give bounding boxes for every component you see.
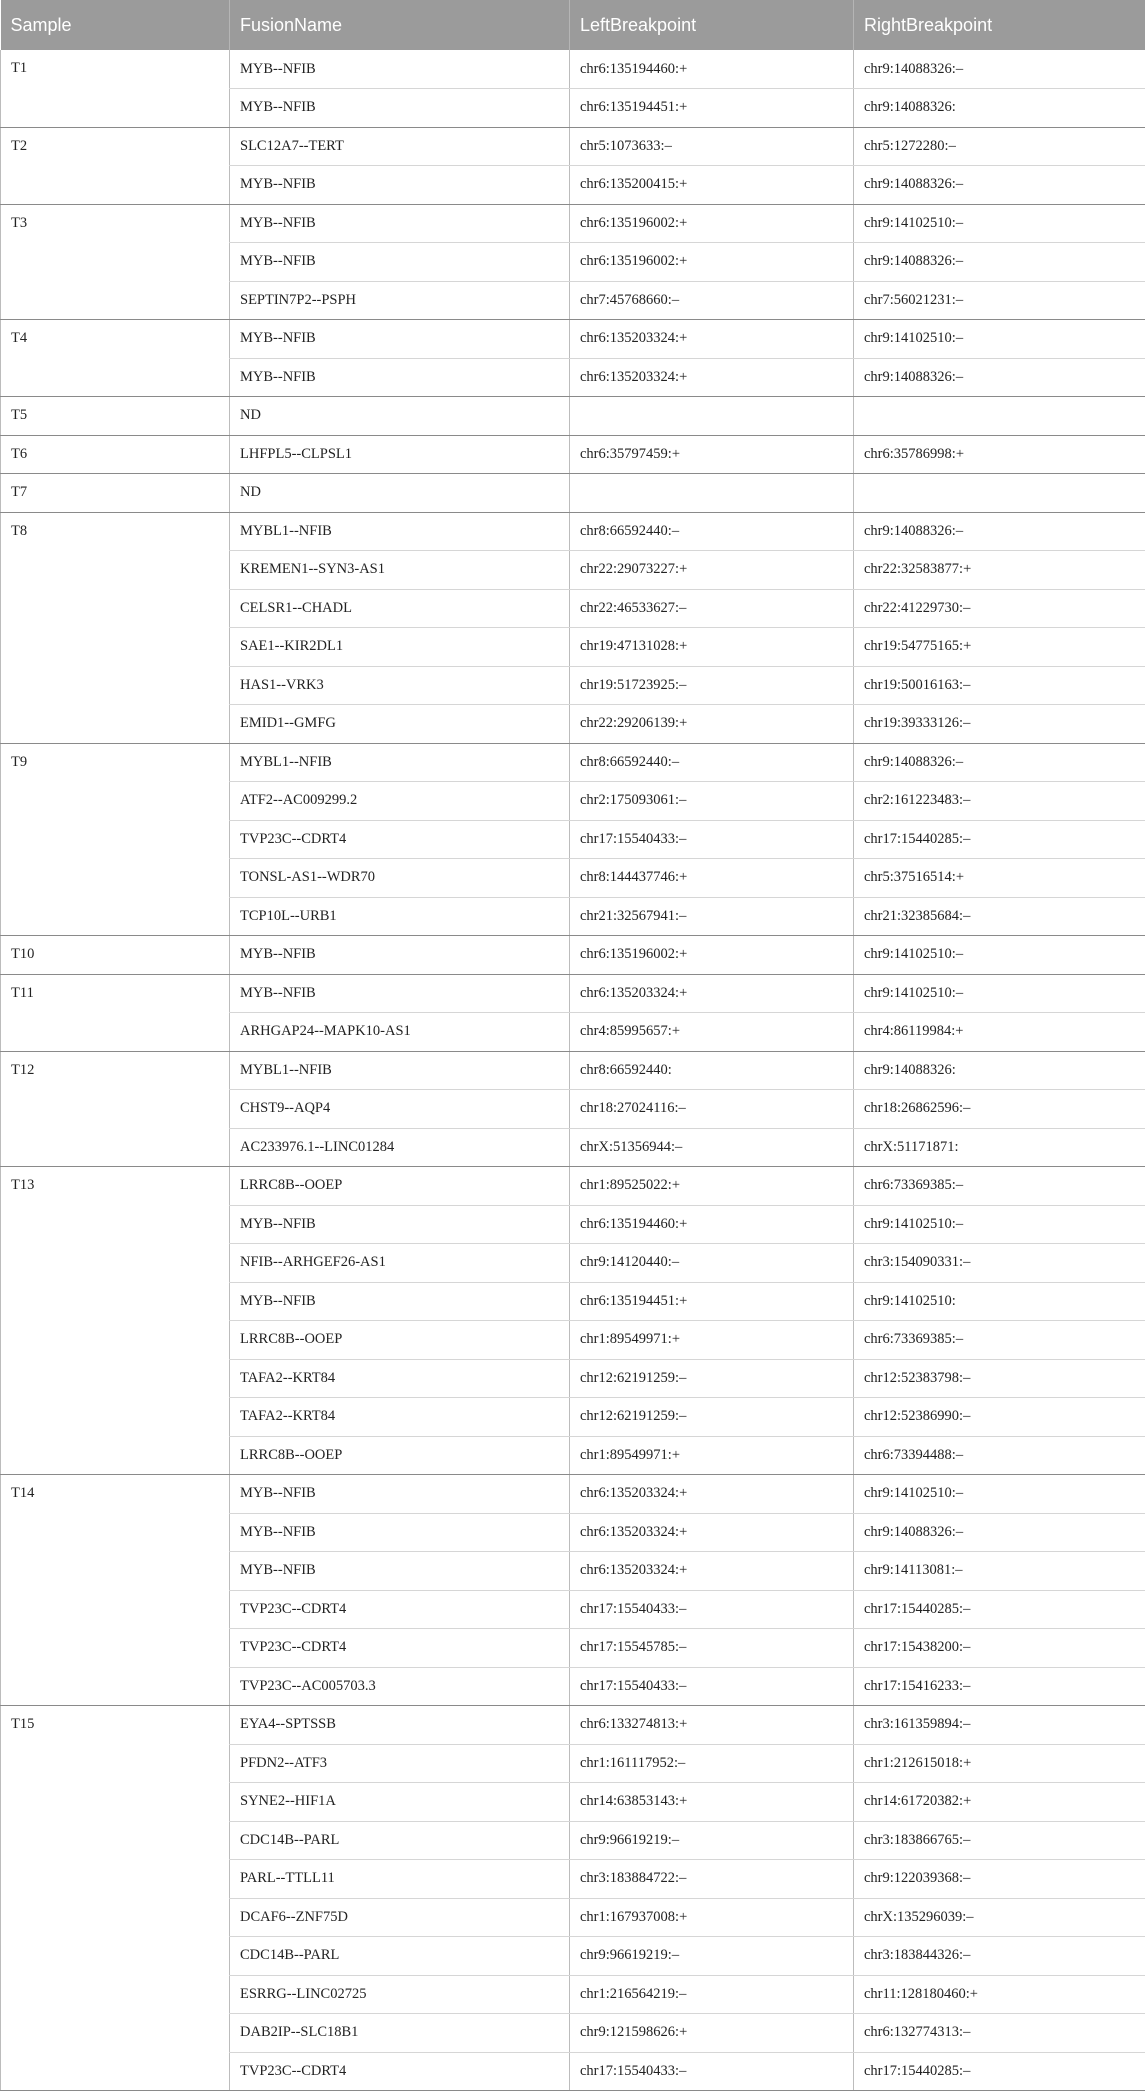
- left-breakpoint-cell: chr1:161117952:–: [570, 1744, 854, 1783]
- table-row: [1, 1475, 1145, 1514]
- left-breakpoint-cell: chr6:135200415:+: [570, 166, 854, 205]
- left-breakpoint-cell: chr8:66592440:–: [570, 743, 854, 782]
- table-header: [1, 0, 1145, 50]
- right-breakpoint-cell: chr22:32583877:+: [854, 551, 1145, 590]
- right-breakpoint-cell: chr3:161359894:–: [854, 1706, 1145, 1745]
- left-breakpoint-cell: chr6:135203324:+: [570, 1513, 854, 1552]
- table-row: [1, 1051, 1145, 1090]
- fusion-name-cell: ND: [230, 397, 570, 436]
- fusion-name-cell: MYBL1--NFIB: [230, 743, 570, 782]
- column-header-fusion-name: FusionName: [230, 0, 570, 50]
- right-breakpoint-cell: chr6:73394488:–: [854, 1436, 1145, 1475]
- left-breakpoint-cell: chr6:135194460:+: [570, 1205, 854, 1244]
- left-breakpoint-cell: chr5:1073633:–: [570, 127, 854, 166]
- right-breakpoint-cell: chr9:14102510:–: [854, 936, 1145, 975]
- right-breakpoint-cell: chr1:212615018:+: [854, 1744, 1145, 1783]
- table-row: [1, 743, 1145, 782]
- right-breakpoint-cell: chr9:14102510:–: [854, 204, 1145, 243]
- fusion-name-cell: PARL--TTLL11: [230, 1860, 570, 1899]
- left-breakpoint-cell: chr2:175093061:–: [570, 782, 854, 821]
- left-breakpoint-cell: chr1:216564219:–: [570, 1975, 854, 2014]
- fusion-name-cell: NFIB--ARHGEF26-AS1: [230, 1244, 570, 1283]
- right-breakpoint-cell: chr9:14088326:–: [854, 50, 1145, 89]
- right-breakpoint-cell: chr12:52383798:–: [854, 1359, 1145, 1398]
- table-row: [1, 397, 1145, 436]
- right-breakpoint-cell: chr17:15440285:–: [854, 820, 1145, 859]
- fusion-name-cell: MYB--NFIB: [230, 50, 570, 89]
- right-breakpoint-cell: chr17:15438200:–: [854, 1629, 1145, 1668]
- fusion-name-cell: TVP23C--AC005703.3: [230, 1667, 570, 1706]
- fusion-name-cell: EYA4--SPTSSB: [230, 1706, 570, 1745]
- left-breakpoint-cell: chrX:51356944:–: [570, 1128, 854, 1167]
- left-breakpoint-cell: [570, 474, 854, 513]
- fusion-name-cell: TAFA2--KRT84: [230, 1398, 570, 1437]
- table-row: [1, 474, 1145, 513]
- fusion-name-cell: TCP10L--URB1: [230, 897, 570, 936]
- right-breakpoint-cell: chr9:14088326:–: [854, 358, 1145, 397]
- left-breakpoint-cell: chr3:183884722:–: [570, 1860, 854, 1899]
- right-breakpoint-cell: chr6:132774313:–: [854, 2014, 1145, 2053]
- right-breakpoint-cell: chr12:52386990:–: [854, 1398, 1145, 1437]
- right-breakpoint-cell: chr22:41229730:–: [854, 589, 1145, 628]
- sample-cell: T13: [1, 1167, 230, 1475]
- fusion-name-cell: ESRRG--LINC02725: [230, 1975, 570, 2014]
- right-breakpoint-cell: chr9:14102510:–: [854, 320, 1145, 359]
- fusion-name-cell: MYB--NFIB: [230, 166, 570, 205]
- left-breakpoint-cell: chr6:135203324:+: [570, 358, 854, 397]
- left-breakpoint-cell: chr6:135203324:+: [570, 974, 854, 1013]
- right-breakpoint-cell: chr17:15440285:–: [854, 1590, 1145, 1629]
- left-breakpoint-cell: chr9:14120440:–: [570, 1244, 854, 1283]
- table-row: [1, 936, 1145, 975]
- column-header-right-breakpoint: RightBreakpoint: [854, 0, 1145, 50]
- sample-cell: T3: [1, 204, 230, 320]
- right-breakpoint-cell: [854, 474, 1145, 513]
- right-breakpoint-cell: chr9:122039368:–: [854, 1860, 1145, 1899]
- sample-cell: T15: [1, 1706, 230, 2091]
- fusion-name-cell: LRRC8B--OOEP: [230, 1321, 570, 1360]
- sample-cell: T8: [1, 512, 230, 743]
- right-breakpoint-cell: chr2:161223483:–: [854, 782, 1145, 821]
- right-breakpoint-cell: chr4:86119984:+: [854, 1013, 1145, 1052]
- right-breakpoint-cell: chr19:39333126:–: [854, 705, 1145, 744]
- fusion-name-cell: TONSL-AS1--WDR70: [230, 859, 570, 898]
- left-breakpoint-cell: chr1:89525022:+: [570, 1167, 854, 1206]
- table-row: [1, 974, 1145, 1013]
- left-breakpoint-cell: chr1:167937008:+: [570, 1898, 854, 1937]
- fusion-name-cell: SEPTIN7P2--PSPH: [230, 281, 570, 320]
- left-breakpoint-cell: chr18:27024116:–: [570, 1090, 854, 1129]
- sample-cell: T11: [1, 974, 230, 1051]
- left-breakpoint-cell: chr17:15540433:–: [570, 2052, 854, 2091]
- fusion-name-cell: MYB--NFIB: [230, 243, 570, 282]
- right-breakpoint-cell: chr21:32385684:–: [854, 897, 1145, 936]
- fusion-name-cell: PFDN2--ATF3: [230, 1744, 570, 1783]
- left-breakpoint-cell: chr22:46533627:–: [570, 589, 854, 628]
- column-header-left-breakpoint: LeftBreakpoint: [570, 0, 854, 50]
- left-breakpoint-cell: chr4:85995657:+: [570, 1013, 854, 1052]
- fusion-name-cell: AC233976.1--LINC01284: [230, 1128, 570, 1167]
- table-row: [1, 435, 1145, 474]
- fusion-name-cell: EMID1--GMFG: [230, 705, 570, 744]
- fusion-name-cell: SYNE2--HIF1A: [230, 1783, 570, 1822]
- left-breakpoint-cell: chr9:96619219:–: [570, 1821, 854, 1860]
- right-breakpoint-cell: chr3:154090331:–: [854, 1244, 1145, 1283]
- fusion-name-cell: MYBL1--NFIB: [230, 1051, 570, 1090]
- right-breakpoint-cell: chrX:51171871:: [854, 1128, 1145, 1167]
- column-header-sample: Sample: [1, 0, 230, 50]
- sample-cell: T14: [1, 1475, 230, 1706]
- fusion-name-cell: KREMEN1--SYN3-AS1: [230, 551, 570, 590]
- right-breakpoint-cell: chr6:73369385:–: [854, 1167, 1145, 1206]
- right-breakpoint-cell: chr5:1272280:–: [854, 127, 1145, 166]
- sample-cell: T12: [1, 1051, 230, 1167]
- right-breakpoint-cell: chr3:183866765:–: [854, 1821, 1145, 1860]
- fusion-name-cell: TVP23C--CDRT4: [230, 1590, 570, 1629]
- right-breakpoint-cell: chr5:37516514:+: [854, 859, 1145, 898]
- right-breakpoint-cell: chr18:26862596:–: [854, 1090, 1145, 1129]
- left-breakpoint-cell: chr17:15545785:–: [570, 1629, 854, 1668]
- table-row: [1, 50, 1145, 89]
- left-breakpoint-cell: chr8:144437746:+: [570, 859, 854, 898]
- fusion-name-cell: MYB--NFIB: [230, 204, 570, 243]
- fusion-name-cell: MYB--NFIB: [230, 89, 570, 128]
- fusion-name-cell: TVP23C--CDRT4: [230, 2052, 570, 2091]
- left-breakpoint-cell: [570, 397, 854, 436]
- sample-cell: T7: [1, 474, 230, 513]
- right-breakpoint-cell: chr11:128180460:+: [854, 1975, 1145, 2014]
- left-breakpoint-cell: chr6:135196002:+: [570, 936, 854, 975]
- fusion-name-cell: CDC14B--PARL: [230, 1937, 570, 1976]
- fusion-name-cell: MYB--NFIB: [230, 1475, 570, 1514]
- right-breakpoint-cell: chr19:54775165:+: [854, 628, 1145, 667]
- fusion-name-cell: TVP23C--CDRT4: [230, 1629, 570, 1668]
- left-breakpoint-cell: chr17:15540433:–: [570, 1590, 854, 1629]
- fusion-name-cell: MYB--NFIB: [230, 320, 570, 359]
- sample-cell: T2: [1, 127, 230, 204]
- left-breakpoint-cell: chr6:135203324:+: [570, 320, 854, 359]
- right-breakpoint-cell: chr17:15440285:–: [854, 2052, 1145, 2091]
- left-breakpoint-cell: chr14:63853143:+: [570, 1783, 854, 1822]
- right-breakpoint-cell: chr9:14088326:–: [854, 743, 1145, 782]
- fusion-name-cell: SAE1--KIR2DL1: [230, 628, 570, 667]
- fusion-name-cell: DAB2IP--SLC18B1: [230, 2014, 570, 2053]
- right-breakpoint-cell: chr9:14113081:–: [854, 1552, 1145, 1591]
- right-breakpoint-cell: chr7:56021231:–: [854, 281, 1145, 320]
- right-breakpoint-cell: chr9:14088326:–: [854, 243, 1145, 282]
- left-breakpoint-cell: chr1:89549971:+: [570, 1436, 854, 1475]
- left-breakpoint-cell: chr1:89549971:+: [570, 1321, 854, 1360]
- left-breakpoint-cell: chr6:35797459:+: [570, 435, 854, 474]
- left-breakpoint-cell: chr7:45768660:–: [570, 281, 854, 320]
- right-breakpoint-cell: chr14:61720382:+: [854, 1783, 1145, 1822]
- fusion-name-cell: LRRC8B--OOEP: [230, 1436, 570, 1475]
- left-breakpoint-cell: chr19:47131028:+: [570, 628, 854, 667]
- fusion-name-cell: MYB--NFIB: [230, 1552, 570, 1591]
- left-breakpoint-cell: chr22:29206139:+: [570, 705, 854, 744]
- left-breakpoint-cell: chr21:32567941:–: [570, 897, 854, 936]
- right-breakpoint-cell: chr9:14102510:: [854, 1282, 1145, 1321]
- fusion-name-cell: MYB--NFIB: [230, 974, 570, 1013]
- right-breakpoint-cell: chr9:14088326:–: [854, 512, 1145, 551]
- right-breakpoint-cell: chr6:73369385:–: [854, 1321, 1145, 1360]
- fusion-name-cell: MYB--NFIB: [230, 358, 570, 397]
- right-breakpoint-cell: chr3:183844326:–: [854, 1937, 1145, 1976]
- table-row: [1, 320, 1145, 359]
- fusion-name-cell: MYB--NFIB: [230, 1205, 570, 1244]
- left-breakpoint-cell: chr6:135203324:+: [570, 1475, 854, 1514]
- right-breakpoint-cell: chr9:14102510:–: [854, 1205, 1145, 1244]
- left-breakpoint-cell: chr6:135196002:+: [570, 204, 854, 243]
- left-breakpoint-cell: chr6:135194451:+: [570, 1282, 854, 1321]
- sample-cell: T1: [1, 50, 230, 127]
- fusion-name-cell: MYB--NFIB: [230, 1282, 570, 1321]
- left-breakpoint-cell: chr17:15540433:–: [570, 820, 854, 859]
- left-breakpoint-cell: chr6:133274813:+: [570, 1706, 854, 1745]
- table-row: [1, 1167, 1145, 1206]
- left-breakpoint-cell: chr9:96619219:–: [570, 1937, 854, 1976]
- left-breakpoint-cell: chr17:15540433:–: [570, 1667, 854, 1706]
- fusion-name-cell: ND: [230, 474, 570, 513]
- left-breakpoint-cell: chr22:29073227:+: [570, 551, 854, 590]
- fusion-name-cell: TAFA2--KRT84: [230, 1359, 570, 1398]
- sample-cell: T4: [1, 320, 230, 397]
- left-breakpoint-cell: chr6:135194451:+: [570, 89, 854, 128]
- left-breakpoint-cell: chr12:62191259:–: [570, 1359, 854, 1398]
- left-breakpoint-cell: chr9:121598626:+: [570, 2014, 854, 2053]
- right-breakpoint-cell: chr17:15416233:–: [854, 1667, 1145, 1706]
- right-breakpoint-cell: chr19:50016163:–: [854, 666, 1145, 705]
- left-breakpoint-cell: chr8:66592440:: [570, 1051, 854, 1090]
- sample-cell: T6: [1, 435, 230, 474]
- sample-cell: T5: [1, 397, 230, 436]
- fusion-name-cell: ARHGAP24--MAPK10-AS1: [230, 1013, 570, 1052]
- right-breakpoint-cell: chr6:35786998:+: [854, 435, 1145, 474]
- right-breakpoint-cell: chr9:14088326:–: [854, 166, 1145, 205]
- table-body: [1, 50, 1145, 2091]
- right-breakpoint-cell: chr9:14088326:: [854, 1051, 1145, 1090]
- left-breakpoint-cell: chr6:135194460:+: [570, 50, 854, 89]
- table-row: [1, 127, 1145, 166]
- fusion-name-cell: MYB--NFIB: [230, 1513, 570, 1552]
- fusion-name-cell: MYBL1--NFIB: [230, 512, 570, 551]
- fusion-name-cell: LRRC8B--OOEP: [230, 1167, 570, 1206]
- header-row: [1, 0, 1145, 50]
- sample-cell: T9: [1, 743, 230, 936]
- right-breakpoint-cell: chr9:14088326:: [854, 89, 1145, 128]
- fusion-name-cell: CDC14B--PARL: [230, 1821, 570, 1860]
- left-breakpoint-cell: chr19:51723925:–: [570, 666, 854, 705]
- right-breakpoint-cell: chr9:14088326:–: [854, 1513, 1145, 1552]
- left-breakpoint-cell: chr6:135203324:+: [570, 1552, 854, 1591]
- fusion-name-cell: HAS1--VRK3: [230, 666, 570, 705]
- sample-cell: T10: [1, 936, 230, 975]
- right-breakpoint-cell: chr9:14102510:–: [854, 1475, 1145, 1514]
- fusion-name-cell: LHFPL5--CLPSL1: [230, 435, 570, 474]
- table-row: [1, 512, 1145, 551]
- right-breakpoint-cell: [854, 397, 1145, 436]
- fusion-name-cell: TVP23C--CDRT4: [230, 820, 570, 859]
- table-row: [1, 204, 1145, 243]
- fusion-name-cell: MYB--NFIB: [230, 936, 570, 975]
- fusion-name-cell: ATF2--AC009299.2: [230, 782, 570, 821]
- left-breakpoint-cell: chr6:135196002:+: [570, 243, 854, 282]
- fusion-name-cell: CELSR1--CHADL: [230, 589, 570, 628]
- table-row: [1, 1706, 1145, 1745]
- left-breakpoint-cell: chr8:66592440:–: [570, 512, 854, 551]
- fusion-name-cell: DCAF6--ZNF75D: [230, 1898, 570, 1937]
- fusion-name-cell: SLC12A7--TERT: [230, 127, 570, 166]
- right-breakpoint-cell: chrX:135296039:–: [854, 1898, 1145, 1937]
- left-breakpoint-cell: chr12:62191259:–: [570, 1398, 854, 1437]
- right-breakpoint-cell: chr9:14102510:–: [854, 974, 1145, 1013]
- fusion-name-cell: CHST9--AQP4: [230, 1090, 570, 1129]
